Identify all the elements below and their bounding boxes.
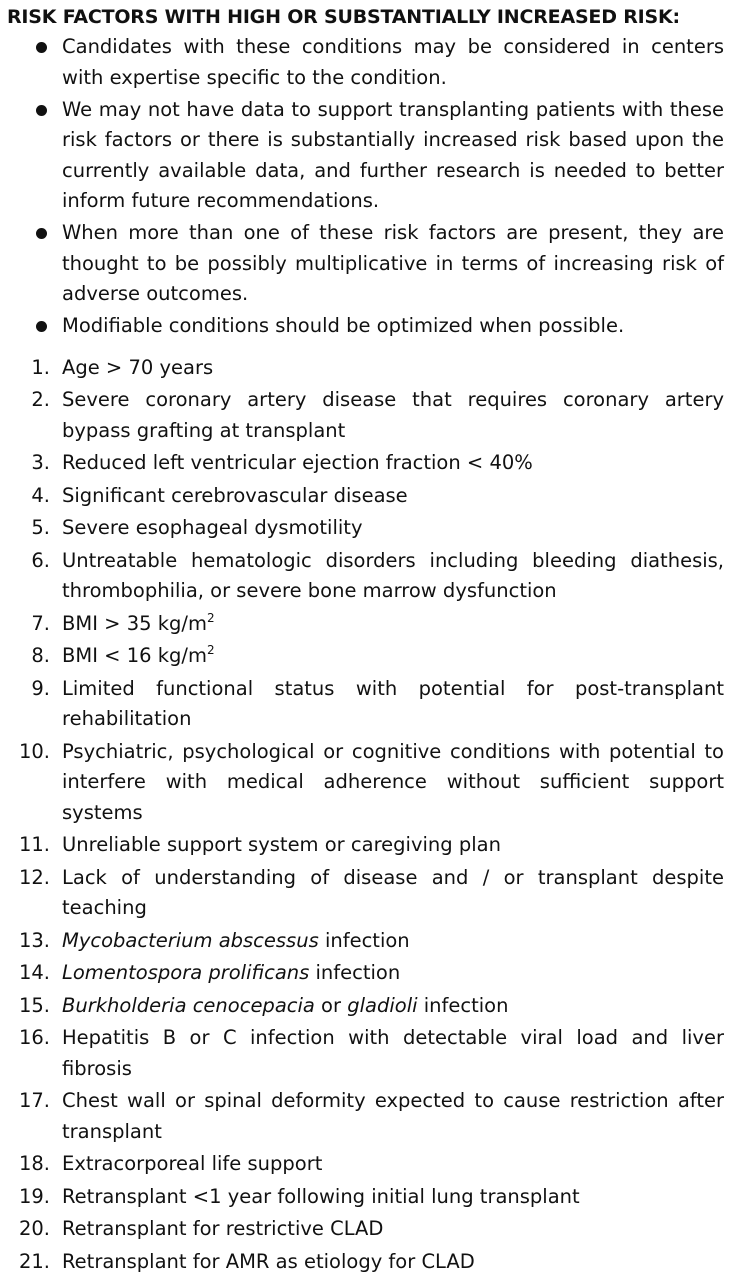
bullet-item — [7, 218, 724, 310]
bullet-dot-icon — [36, 228, 47, 239]
risk-factor-list — [7, 353, 724, 1277]
list-item — [7, 863, 724, 924]
list-item — [7, 513, 724, 544]
list-item — [7, 546, 724, 607]
bullet-dot-icon — [36, 105, 47, 116]
list-item — [7, 353, 724, 384]
list-item — [7, 1214, 724, 1245]
item-number: 1. — [7, 353, 50, 384]
item-number: 13. — [7, 926, 50, 957]
section-heading: RISK FACTORS WITH HIGH OR SUBSTANTIALLY INCREASED RISK: — [7, 2, 724, 32]
item-text: Reduced left ventricular ejection fraction < 40% — [62, 451, 533, 474]
item-text: Severe esophageal dysmotility — [62, 516, 363, 539]
list-item — [7, 481, 724, 512]
bullet-text: When more than one of these risk factors are present, they are thought to be possibly multiplicative in terms of increasing risk of adverse outcomes. — [62, 221, 724, 305]
item-number: 15. — [7, 991, 50, 1022]
item-number: 9. — [7, 674, 50, 705]
list-item — [7, 1149, 724, 1180]
organism-name: gladioli — [347, 994, 417, 1017]
item-text: Lack of understanding of disease and / or transplant despite teaching — [62, 866, 724, 920]
list-item — [7, 609, 724, 640]
list-item — [7, 1023, 724, 1084]
item-text: Age > 70 years — [62, 356, 213, 379]
bullet-item — [7, 32, 724, 93]
item-text: infection — [319, 929, 410, 952]
item-number: 14. — [7, 958, 50, 989]
item-number: 11. — [7, 830, 50, 861]
list-item — [7, 1182, 724, 1213]
item-number: 4. — [7, 481, 50, 512]
item-number: 7. — [7, 609, 50, 640]
item-text: Extracorporeal life support — [62, 1152, 322, 1175]
list-item — [7, 958, 724, 989]
item-text: or — [315, 994, 347, 1017]
item-number: 21. — [7, 1247, 50, 1277]
bullet-text: Candidates with these conditions may be considered in centers with expertise specific to the condition. — [62, 35, 724, 89]
superscript: 2 — [207, 611, 215, 625]
item-number: 3. — [7, 448, 50, 479]
item-number: 2. — [7, 385, 50, 416]
bullet-text: Modifiable conditions should be optimized when possible. — [62, 314, 624, 337]
bullet-list — [7, 32, 724, 342]
list-item — [7, 674, 724, 735]
list-item — [7, 830, 724, 861]
bullet-text: We may not have data to support transplanting patients with these risk factors or there is substantially increased risk based upon the currently available data, and further research is needed to better inform future recommendations. — [62, 98, 724, 213]
list-item — [7, 1086, 724, 1147]
bullet-dot-icon — [36, 42, 47, 53]
organism-name: Burkholderia cenocepacia — [62, 994, 315, 1017]
item-number: 5. — [7, 513, 50, 544]
item-text: Significant cerebrovascular disease — [62, 484, 408, 507]
item-text: Retransplant for restrictive CLAD — [62, 1217, 383, 1240]
list-item — [7, 926, 724, 957]
item-number: 8. — [7, 641, 50, 672]
item-text: infection — [309, 961, 400, 984]
item-text: Psychiatric, psychological or cognitive conditions with potential to interfere with medical adherence without sufficient support systems — [62, 740, 724, 824]
superscript: 2 — [207, 643, 215, 657]
list-item — [7, 991, 724, 1022]
item-text: Retransplant for AMR as etiology for CLAD — [62, 1250, 475, 1273]
item-number: 12. — [7, 863, 50, 894]
organism-name: Mycobacterium abscessus — [62, 929, 319, 952]
list-item — [7, 385, 724, 446]
item-text: BMI < 16 kg/m — [62, 644, 207, 667]
item-text: Chest wall or spinal deformity expected to cause restriction after transplant — [62, 1089, 724, 1143]
item-text: Unreliable support system or caregiving plan — [62, 833, 501, 856]
bullet-dot-icon — [36, 321, 47, 332]
item-number: 18. — [7, 1149, 50, 1180]
item-text: Retransplant <1 year following initial lung transplant — [62, 1185, 580, 1208]
item-number: 10. — [7, 737, 50, 768]
list-item — [7, 448, 724, 479]
list-item — [7, 737, 724, 829]
item-text: BMI > 35 kg/m — [62, 612, 207, 635]
list-item — [7, 1247, 724, 1277]
item-number: 6. — [7, 546, 50, 577]
item-number: 19. — [7, 1182, 50, 1213]
item-number: 16. — [7, 1023, 50, 1054]
list-item — [7, 641, 724, 672]
organism-name: Lomentospora prolificans — [62, 961, 309, 984]
item-number: 17. — [7, 1086, 50, 1117]
bullet-item — [7, 311, 724, 342]
item-number: 20. — [7, 1214, 50, 1245]
item-text: Severe coronary artery disease that requires coronary artery bypass grafting at transplant — [62, 388, 724, 442]
item-text: Untreatable hematologic disorders including bleeding diathesis, thrombophilia, or severe bone marrow dysfunction — [62, 549, 724, 603]
bullet-item — [7, 95, 724, 217]
item-text: infection — [418, 994, 509, 1017]
item-text: Hepatitis B or C infection with detectable viral load and liver fibrosis — [62, 1026, 724, 1080]
item-text: Limited functional status with potential for post-transplant rehabilitation — [62, 677, 724, 731]
